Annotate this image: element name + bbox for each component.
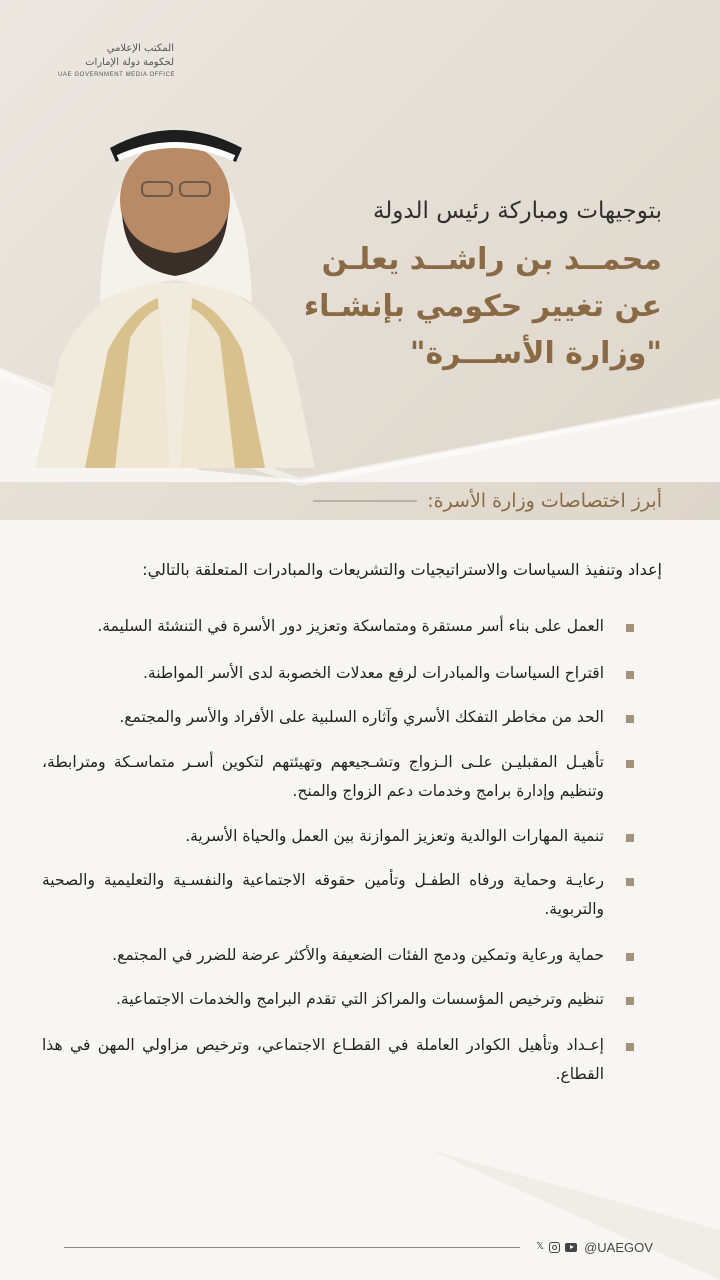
youtube-icon[interactable]: [565, 1243, 577, 1252]
list-item: [42, 941, 662, 970]
list-item: [42, 659, 662, 688]
bullet-square-icon: [626, 624, 634, 632]
logo-arabic-line2: لحكومة دولة الإمارات: [85, 57, 174, 68]
list-item-text: تأهيـل المقبليـن علـى الـزواج وتشـجيعهم وتهيئتهم لتكوين أسـر متماسـكة ومترابطة، وتنظيم وإدارة برامج وخدمات دعم الزواج والمنح.: [42, 753, 604, 800]
headline-line2: محمــد بن راشــد يعلـن: [321, 242, 662, 277]
section-title: أبرز اختصاصات وزارة الأسرة:: [427, 490, 662, 512]
intro-text: إعداد وتنفيذ السياسات والاستراتيجيات والتشريعات والمبادرات المتعلقة بالتالي:: [142, 560, 662, 579]
list-item: [42, 866, 662, 924]
list-item: [42, 822, 662, 851]
bullet-square-icon: [626, 715, 634, 723]
list-item-text: العمل على بناء أسر مستقرة ومتماسكة وتعزيز دور الأسرة في التنشئة السليمة.: [97, 617, 604, 635]
logo-english: UAE GOVERNMENT MEDIA OFFICE: [58, 72, 176, 78]
headline-line4: "وزارة الأســـرة": [409, 336, 662, 371]
list-item: [42, 985, 662, 1014]
headline-line3: عن تغيير حكومي بإنشـاء: [303, 289, 662, 324]
list-item-text: إعـداد وتأهيل الكوادر العاملة في القطـاع الاجتماعي، وترخيص مزاولي المهن في هذا القطاع.: [42, 1036, 604, 1083]
bullet-square-icon: [626, 878, 634, 886]
leader-portrait: [30, 118, 320, 470]
headline: [302, 192, 662, 377]
section-heading: [62, 490, 662, 512]
social-handle[interactable]: @UAEGOV: [584, 1239, 653, 1255]
headline-line1: بتوجيهات ومباركة رئيس الدولة: [372, 198, 662, 224]
list-item-text: تنظيم وترخيص المؤسسات والمراكز التي تقدم البرامج والخدمات الاجتماعية.: [115, 990, 604, 1008]
logo-arabic-line1: المكتب الإعلامي: [106, 43, 174, 54]
list-item-text: حماية ورعاية وتمكين ودمج الفئات الضعيفة والأكثر عرضة للضرر في المجتمع.: [112, 946, 604, 964]
bullet-square-icon: [626, 1043, 634, 1051]
list-item-text: اقتراح السياسات والمبادرات لرفع معدلات الخصوبة لدى الأسر المواطنة.: [142, 664, 604, 682]
list-item: [42, 1031, 662, 1089]
bullet-square-icon: [626, 834, 634, 842]
section-title-rule: [313, 500, 417, 502]
list-item-text: الحد من مخاطر التفكك الأسري وآثاره السلبية على الأفراد والأسر والمجتمع.: [119, 708, 604, 726]
bullet-square-icon: [626, 997, 634, 1005]
bullet-square-icon: [626, 671, 634, 679]
footer-divider: [64, 1247, 520, 1248]
list-item: [42, 703, 662, 732]
bullet-square-icon: [626, 953, 634, 961]
list-item-text: تنمية المهارات الوالدية وتعزيز الموازنة بين العمل والحياة الأسرية.: [185, 827, 604, 845]
list-item: [42, 612, 662, 641]
instagram-icon[interactable]: [549, 1242, 560, 1253]
media-office-logo: [58, 42, 178, 78]
list-item-text: رعايـة وحماية ورفاه الطفـل وتأمين حقوقه الاجتماعية والنفسـية والتعليمية والصحية والتربوية.: [42, 871, 604, 918]
bullet-square-icon: [626, 760, 634, 768]
social-handles: [536, 1238, 653, 1256]
x-icon[interactable]: 𝕏: [536, 1241, 545, 1252]
list-item: [42, 748, 662, 806]
